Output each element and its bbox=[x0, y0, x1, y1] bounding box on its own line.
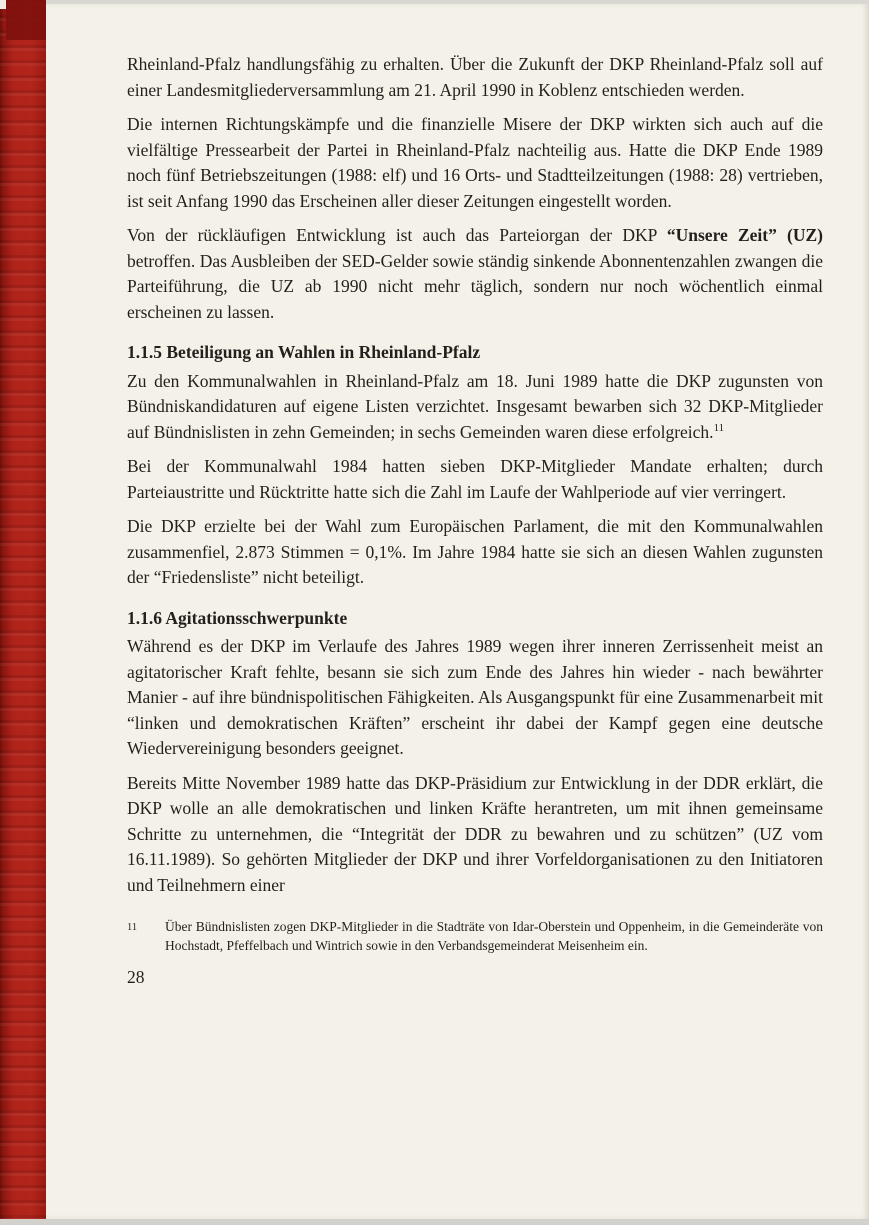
paragraph-3-bold-title: “Unsere Zeit” (UZ) bbox=[666, 225, 824, 245]
paragraph-7: Während es der DKP im Verlaufe des Jahres 1989 wegen ihrer inneren Zerrissenheit meist an agitatorischer Kraft fehlte, besann sie sich zum Ende des Jahres hin wieder - nach bewährter Manier - auf ihre bündnispolitischen Fähigkeiten. Als Ausgangspunkt für eine Zusammenarbeit mit “linken und demokratischen Kräften” erscheint ihr dabei der Kampf gegen eine deutsche Wiedervereinigung besonders geeignet. bbox=[127, 636, 823, 758]
section-heading-1-1-5: 1.1.5 Beteiligung an Wahlen in Rheinland-Pfalz bbox=[127, 342, 481, 362]
page-text-block bbox=[127, 52, 823, 988]
page-number: 28 bbox=[127, 967, 145, 987]
paragraph-4 bbox=[127, 369, 823, 446]
paragraph-4-text: Zu den Kommunalwahlen in Rheinland-Pfalz am 18. Juni 1989 hatte die DKP zugunsten von Bündniskandidaturen auf eigene Listen verzichtet. Insgesamt bewarben sich 32 DKP-Mitglieder auf Bündnislisten in zehn Gemeinden; in sechs Gemeinden waren diese erfolgreich. bbox=[127, 370, 823, 442]
paragraph-3-post: betroffen. Das Ausbleiben der SED-Gelder sowie ständig sinkende Abonnentenzahlen zwangen die Parteiführung, die UZ ab 1990 nicht mehr täglich, sondern nur noch wöchentlich einmal erscheinen zu lassen. bbox=[127, 250, 823, 322]
scan-edge-bottom bbox=[0, 1219, 869, 1225]
spine-top-shade bbox=[6, 0, 46, 40]
paragraph-8: Bereits Mitte November 1989 hatte das DKP-Präsidium zur Entwicklung in der DDR erklärt, die DKP wolle an alle demokratischen und linken Kräfte herantreten, um mit ihnen gemeinsame Schritte zu unternehmen, die “Integrität der DDR zu bewahren und zu schützen” (UZ vom 16.11.1989). So gehörten Mitglieder der DKP und ihrer Vorfeldorganisationen zu den Initiatoren und Teilnehmern einer bbox=[127, 772, 823, 895]
paragraph-5: Bei der Kommunalwahl 1984 hatten sieben DKP-Mitglieder Mandate erhalten; durch Parteiaustritte und Rücktritte hatte sich die Zahl im Laufe der Wahlperiode auf vier verringert. bbox=[127, 456, 823, 502]
scan-edge-top bbox=[0, 0, 869, 4]
paragraph-1: Rheinland-Pfalz handlungsfähig zu erhalten. Über die Zukunft der DKP Rheinland-Pfalz soll auf einer Landesmitgliederversammlung am 21. April 1990 in Koblenz entschieden werden. bbox=[127, 54, 823, 100]
paragraph-3 bbox=[127, 223, 823, 325]
paragraph-3-pre: Von der rückläufigen Entwicklung ist auch das Parteiorgan der DKP bbox=[127, 225, 667, 245]
footnote-marker: 11 bbox=[127, 922, 138, 933]
footnote bbox=[127, 918, 823, 955]
footnote-reference-11: 11 bbox=[713, 421, 725, 434]
section-heading-1-1-6: 1.1.6 Agitationsschwerpunkte bbox=[127, 607, 348, 628]
footnote-text: Über Bündnislisten zogen DKP-Mitglieder in die Stadträte von Idar-Oberstein und Oppenheim, in die Gemeinderäte von Hochstadt, Pfeffelbach und Wintrich sowie in den Verbandsgemeinderat Meisenheim ein. bbox=[165, 919, 823, 953]
paragraph-2: Die internen Richtungskämpfe und die finanzielle Misere der DKP wirkten sich auch auf die vielfältige Pressearbeit der Partei in Rheinland-Pfalz nachteilig aus. Hatte die DKP Ende 1989 noch fünf Betriebszeitungen (1988: elf) und 16 Orts- und Stadtteilzeitungen (1988: 28) vertrieben, ist seit Anfang 1990 das Erscheinen aller dieser Zeitungen eingestellt worden. bbox=[127, 114, 823, 211]
paragraph-6: Die DKP erzielte bei der Wahl zum Europäischen Parlament, die mit den Kommunalwahlen zusammenfiel, 2.873 Stimmen = 0,1%. Im Jahre 1984 hatte sie sich an diesen Wahlen zugunsten der “Friedensliste” nicht beteiligt. bbox=[127, 516, 823, 587]
spine-corner-notch bbox=[0, 0, 6, 9]
book-spine bbox=[0, 0, 46, 1225]
